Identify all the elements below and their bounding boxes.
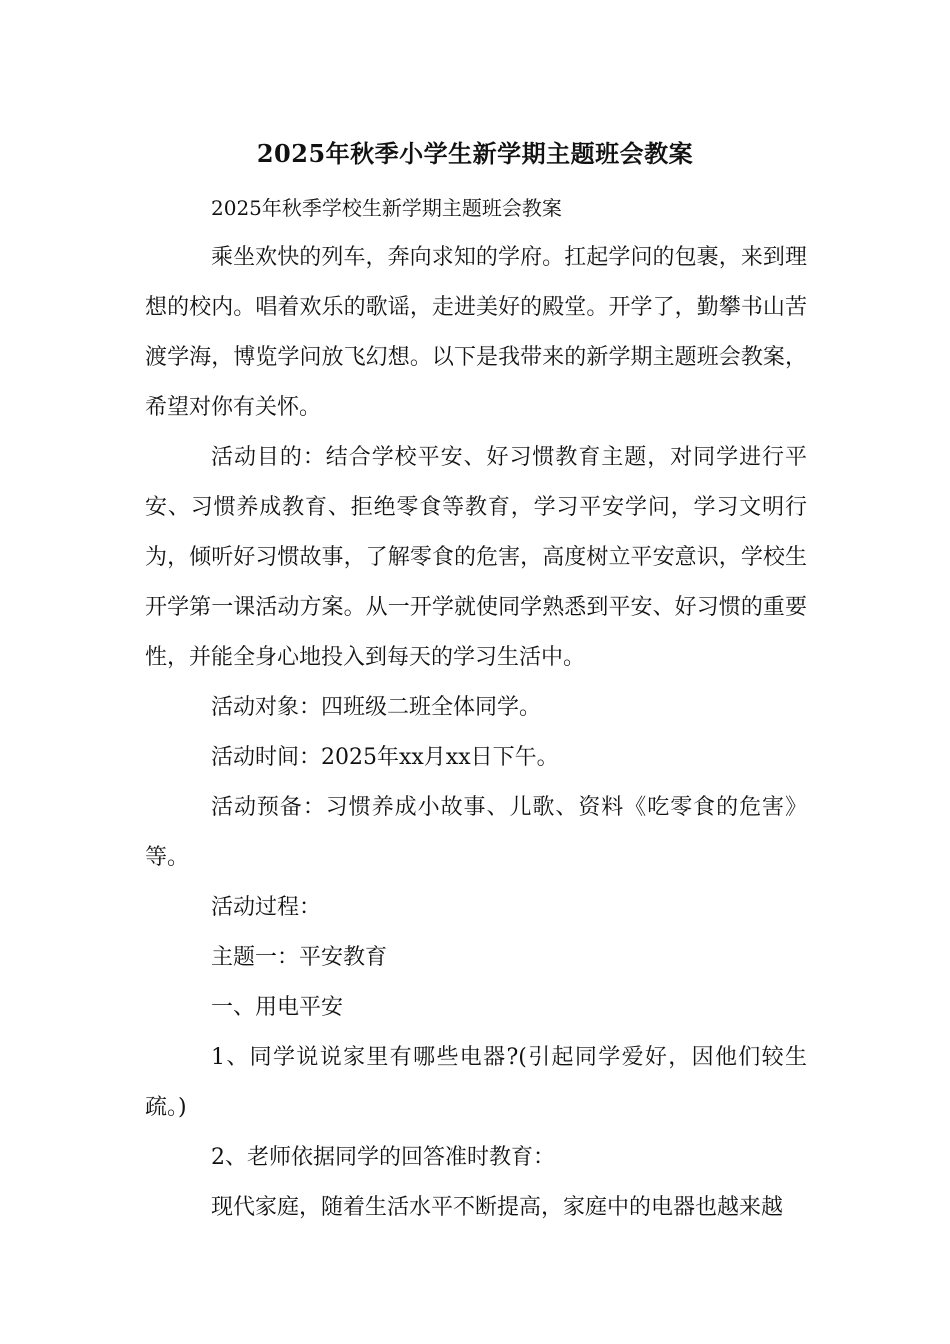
theme-one-heading: 主题一：平安教育 (211, 945, 388, 970)
intro-paragraph: 乘坐欢快的列车，奔向求知的学府。扛起学问的包裹，来到理想的校内。唱着欢乐的歌谣，走进美好的殿堂。开学了，勤攀书山苦渡学海，博览学问放飞幻想。以下是我带来的新学期主题班会教案，希望对你有关怀。 (145, 245, 807, 420)
subtitle-paragraph: 2025年秋季学校生新学期主题班会教案 (211, 196, 562, 220)
activity-preparation-paragraph: 活动预备：习惯养成小故事、儿歌、资料《吃零食的危害》等。 (145, 795, 807, 870)
activity-process-heading: 活动过程： (211, 895, 322, 920)
closing-paragraph: 现代家庭，随着生活水平不断提高，家庭中的电器也越来越 (211, 1195, 784, 1220)
activity-time-paragraph: 活动时间：2025年xx月xx日下午。 (211, 745, 559, 770)
list-item-2: 2、老师依据同学的回答准时教育： (211, 1145, 555, 1170)
activity-goal-paragraph: 活动目的：结合学校平安、好习惯教育主题，对同学进行平安、习惯养成教育、拒绝零食等教育，学习平安学问，学习文明行为，倾听好习惯故事，了解零食的危害，高度树立平安意识，学校生开学第一课活动方案。从一开学就使同学熟悉到平安、好习惯的重要性，并能全身心地投入到每天的学习生活中。 (145, 445, 807, 670)
activity-target-paragraph: 活动对象：四班级二班全体同学。 (211, 695, 542, 720)
list-item-1: 1、同学说说家里有哪些电器?(引起同学爱好，因他们较生疏。) (145, 1045, 807, 1120)
electricity-safety-heading: 一、用电平安 (211, 995, 344, 1020)
document-title: 2025年秋季小学生新学期主题班会教案 (256, 139, 694, 168)
document-body (145, 183, 807, 1233)
